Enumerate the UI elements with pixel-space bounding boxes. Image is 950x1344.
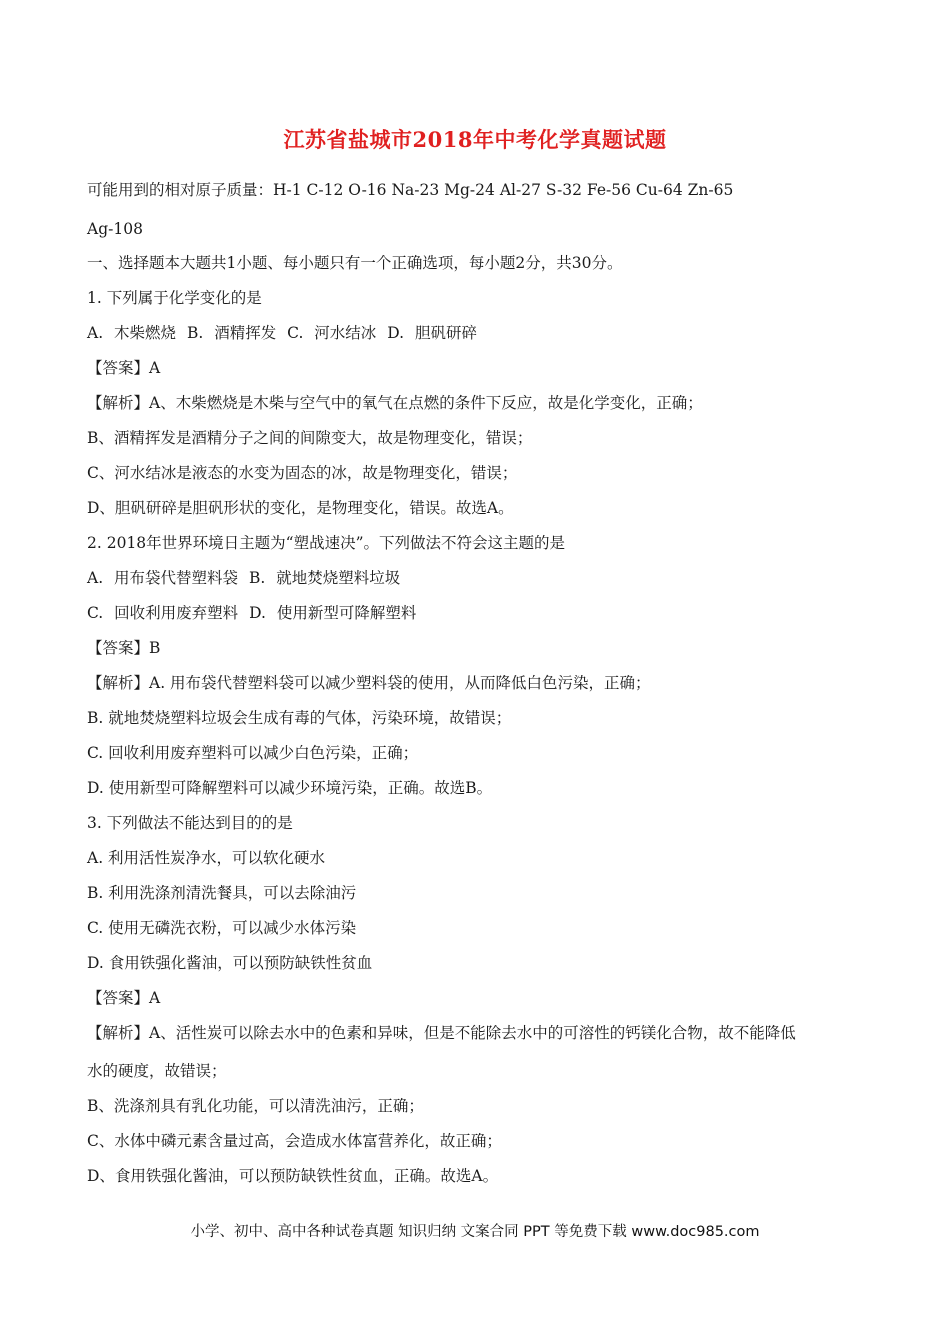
atomic-mass-line-cont: Ag-108 bbox=[87, 220, 143, 238]
analysis-2-d: D. 使用新型可降解塑料可以减少环境污染，正确。故选B。 bbox=[87, 779, 493, 797]
question-1-options: A. 木柴燃烧 B. 酒精挥发 C. 河水结冰 D. 胆矾研碎 bbox=[87, 324, 477, 342]
question-2-options-cd: C. 回收利用废弃塑料 D. 使用新型可降解塑料 bbox=[87, 604, 417, 622]
question-1: 1. 下列属于化学变化的是 bbox=[87, 289, 262, 307]
analysis-2-c: C. 回收利用废弃塑料可以减少白色污染，正确； bbox=[87, 744, 419, 762]
atomic-mass-line: 可能用到的相对原子质量：H-1 C-12 O-16 Na-23 Mg-24 Al-27 S-32 Fe-56 Cu-64 Zn-65 bbox=[87, 181, 734, 199]
section-heading: 一、选择题本大题共1小题、每小题只有一个正确选项，每小题2分，共30分。 bbox=[87, 254, 623, 272]
question-3-option-c: C. 使用无磷洗衣粉，可以减少水体污染 bbox=[87, 919, 357, 937]
question-3-option-d: D. 食用铁强化酱油，可以预防缺铁性贫血 bbox=[87, 954, 373, 972]
question-2-options-ab: A. 用布袋代替塑料袋 B. 就地焚烧塑料垃圾 bbox=[87, 569, 401, 587]
analysis-1-b: B、酒精挥发是酒精分子之间的间隙变大，故是物理变化，错误； bbox=[87, 429, 533, 447]
page-footer: 小学、初中、高中各种试卷真题 知识归纳 文案合同 PPT 等免费下载 www.doc985.com bbox=[190, 1224, 760, 1240]
question-3-option-a: A. 利用活性炭净水，可以软化硬水 bbox=[87, 849, 326, 867]
analysis-2-b: B. 就地焚烧塑料垃圾会生成有毒的气体，污染环境，故错误； bbox=[87, 709, 512, 727]
question-3: 3. 下列做法不能达到目的的是 bbox=[87, 814, 293, 832]
analysis-1-a: 【解析】A、木柴燃烧是木柴与空气中的氧气在点燃的条件下反应，故是化学变化，正确； bbox=[87, 394, 703, 412]
analysis-1-c: C、河水结冰是液态的水变为固态的冰，故是物理变化，错误； bbox=[87, 464, 518, 482]
answer-2: 【答案】B bbox=[87, 639, 161, 657]
analysis-1-d: D、胆矾研碎是胆矾形状的变化，是物理变化，错误。故选A。 bbox=[87, 499, 514, 517]
analysis-3-a: 【解析】A、活性炭可以除去水中的色素和异味，但是不能除去水中的可溶性的钙镁化合物，故不能降低 bbox=[87, 1024, 796, 1042]
analysis-2-a: 【解析】A. 用布袋代替塑料袋可以减少塑料袋的使用，从而降低白色污染，正确； bbox=[87, 674, 651, 692]
question-3-option-b: B. 利用洗涤剂清洗餐具，可以去除油污 bbox=[87, 884, 357, 902]
analysis-3-c: C、水体中磷元素含量过高，会造成水体富营养化，故正确； bbox=[87, 1132, 502, 1150]
analysis-3-d: D、食用铁强化酱油，可以预防缺铁性贫血，正确。故选A。 bbox=[87, 1167, 499, 1185]
answer-3: 【答案】A bbox=[87, 989, 161, 1007]
question-2: 2. 2018年世界环境日主题为“塑战速决”。下列做法不符会这主题的是 bbox=[87, 534, 566, 552]
analysis-3-b: B、洗涤剂具有乳化功能，可以清洗油污，正确； bbox=[87, 1097, 424, 1115]
analysis-3-a-cont: 水的硬度，故错误； bbox=[87, 1062, 227, 1080]
answer-1: 【答案】A bbox=[87, 359, 161, 377]
document-title: 江苏省盐城市2018年中考化学真题试题 bbox=[283, 127, 667, 152]
